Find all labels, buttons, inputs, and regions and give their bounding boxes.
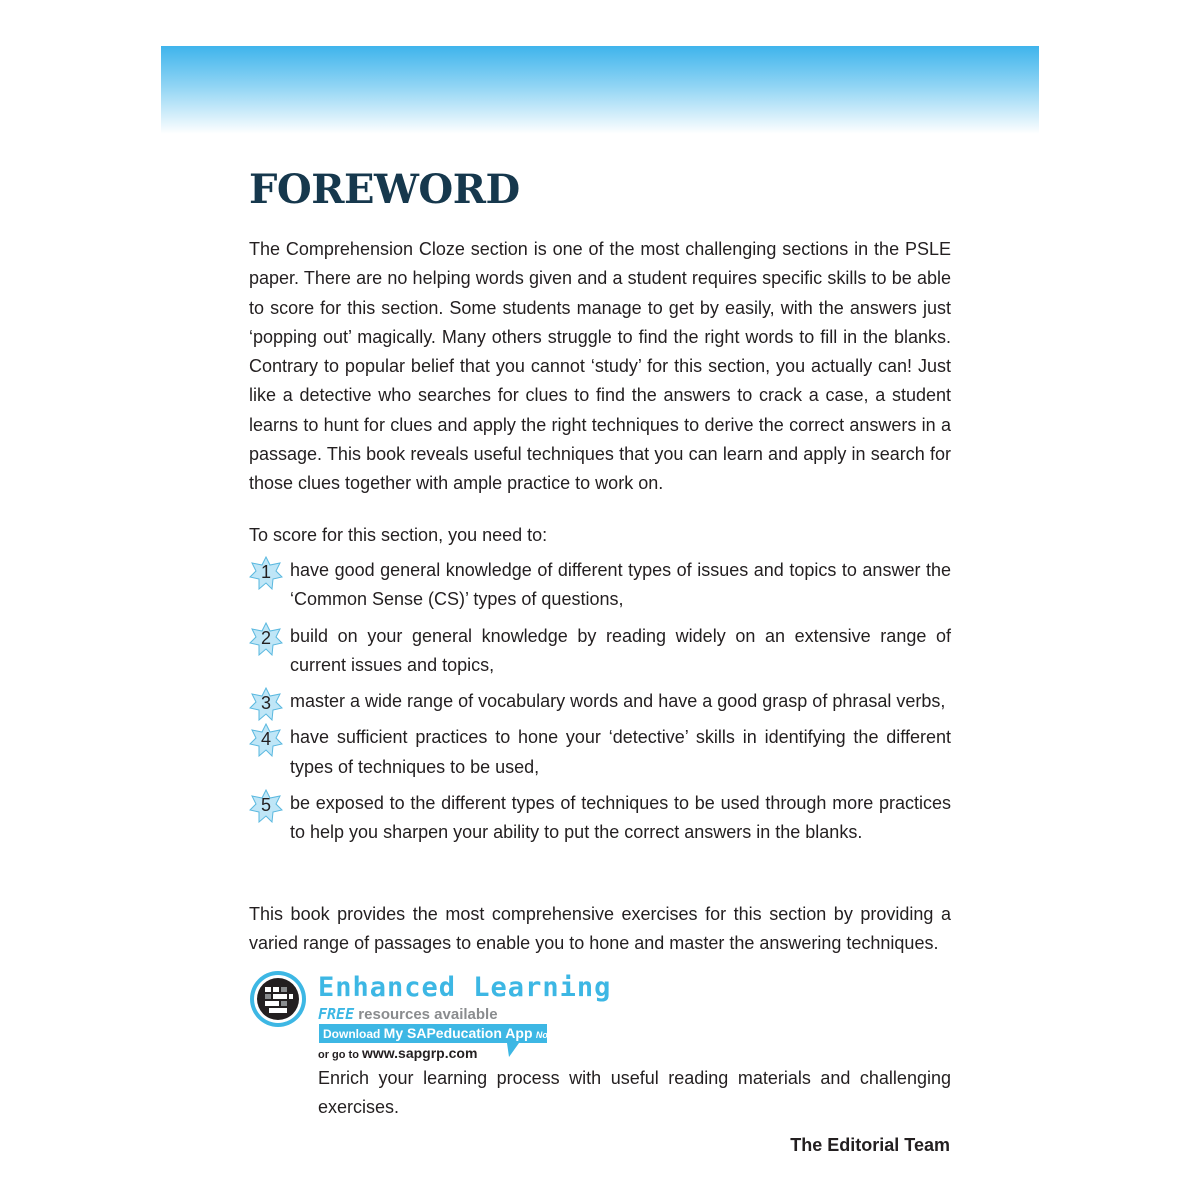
list-item-text: have sufficient practices to hone your ‘detective’ skills in identifying the different types of techniques to be used,: [290, 727, 951, 777]
enhanced-learning-block: [249, 970, 951, 1066]
download-app-name: My SAPeducation App: [383, 1025, 533, 1041]
list-item-number: 4: [260, 729, 271, 750]
list-item-text: have good general knowledge of different types of issues and topics to answer the ‘Common Sense (CS)’ types of questions,: [290, 560, 951, 610]
download-app-banner[interactable]: [319, 1024, 558, 1043]
free-resources-line: [318, 1005, 498, 1024]
list-item-number: 1: [260, 562, 271, 582]
skills-list: [249, 556, 951, 855]
list-item-text: build on your general knowledge by reading widely on an extensive range of current issues and topics,: [290, 625, 951, 675]
star-number-badge: [249, 723, 283, 757]
list-item: [249, 556, 951, 615]
list-item: [249, 789, 951, 848]
star-number-badge: [249, 789, 283, 823]
header-gradient-band: [161, 46, 1039, 134]
editorial-signoff: The Editorial Team: [790, 1135, 950, 1155]
free-resources-text: resources available: [358, 1006, 498, 1023]
website-link[interactable]: www.sapgrp.com: [362, 1045, 478, 1061]
closing-paragraph: This book provides the most comprehensive exercises for this section by providing a varied range of passages to enable you to hone and master the answering techniques.: [249, 904, 951, 954]
goto-website-line: [318, 1045, 477, 1063]
download-suffix: Now!: [535, 1030, 558, 1040]
download-banner-text: [323, 1026, 558, 1043]
star-number-badge: [249, 622, 283, 656]
free-label: FREE: [318, 1005, 355, 1023]
page-title: FOREWORD: [249, 166, 520, 213]
list-item-text: master a wide range of vocabulary words and have a good grasp of phrasal verbs,: [290, 691, 946, 712]
list-item-text: be exposed to the different types of techniques to be used through more practices to help you sharpen your ability to put the correct answers in the blanks.: [290, 793, 951, 843]
app-logo-icon: [249, 970, 307, 1028]
list-item: [249, 723, 951, 782]
enhanced-learning-title: Enhanced Learning: [318, 972, 612, 1003]
download-prefix: Download: [323, 1027, 381, 1041]
list-item-number: 5: [260, 795, 271, 816]
star-number-badge: [249, 556, 283, 590]
list-item-number: 3: [260, 693, 271, 714]
goto-prefix: or go to: [318, 1049, 359, 1061]
intro-paragraph: The Comprehension Cloze section is one of the most challenging sections in the PSLE paper. There are no helping words given and a student requires specific skills to be able to score for this section. Some students manage to get by easily, with the answers just ‘popping out’ magically. Many others struggle to find the right words to fill in the blanks. Contrary to popular belief that you cannot ‘study’ for this section, you actually can! Just like a detective who searches for clues to find the answers to crack a case, a student learns to hunt for clues and apply the right techniques to derive the correct answers in a passage. This book reveals useful techniques that you can learn and apply in search for those clues together with ample practice to work on.: [249, 239, 951, 494]
list-item-number: 2: [260, 627, 271, 648]
list-item: [249, 622, 951, 681]
enhanced-learning-description: Enrich your learning process with useful reading materials and challenging exercises.: [318, 1068, 951, 1118]
star-number-badge: [249, 687, 283, 721]
list-item: [249, 687, 951, 716]
list-lead: To score for this section, you need to:: [249, 525, 548, 545]
